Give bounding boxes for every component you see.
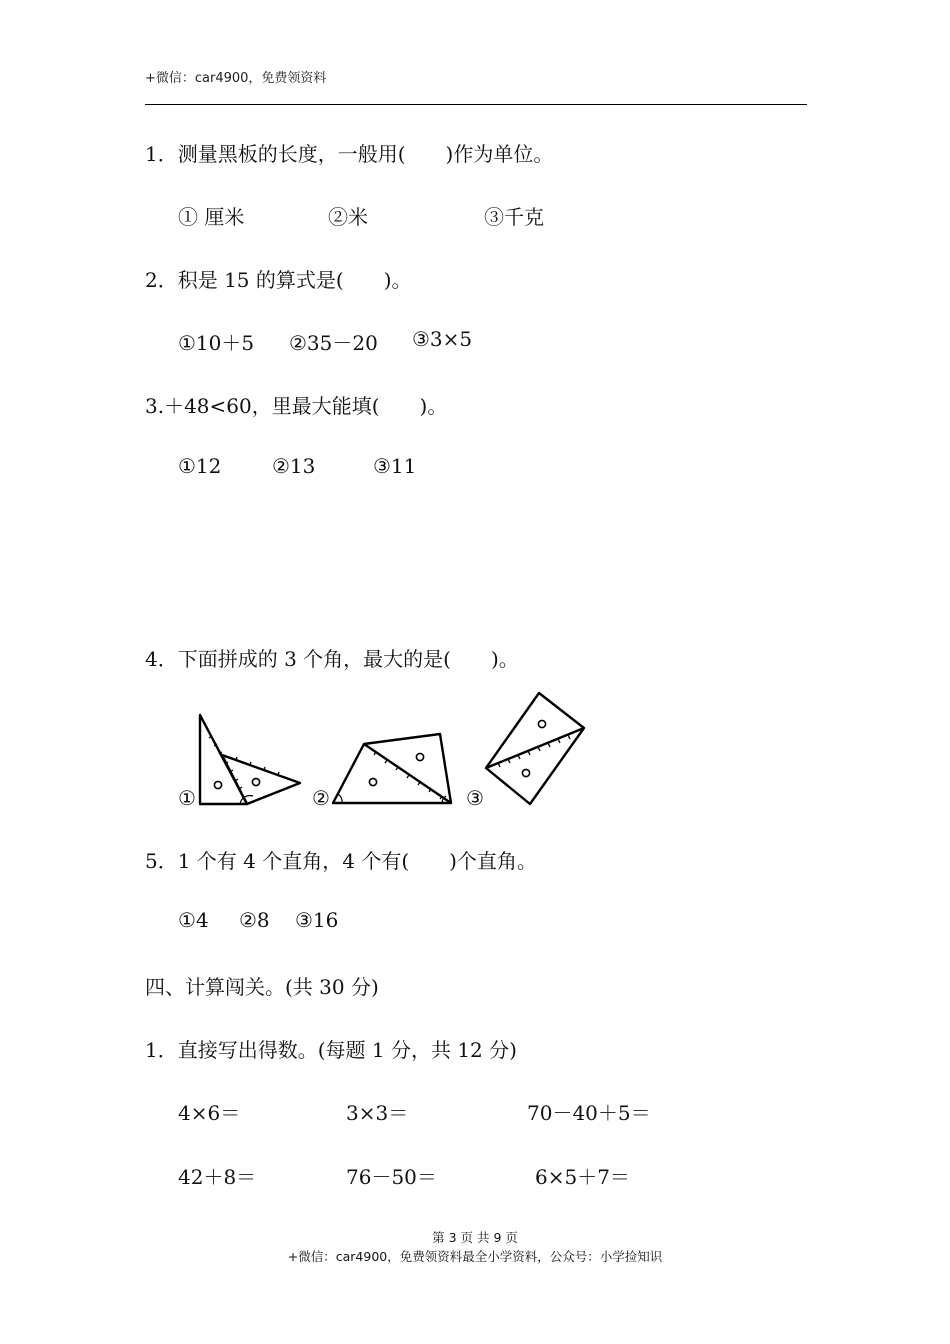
question-2: 2．积是 15 的算式是( )。 <box>145 268 412 292</box>
question-4: 4．下面拼成的 3 个角，最大的是( )。 <box>145 647 519 671</box>
angle-figure-3 <box>484 690 588 806</box>
q5-option-3: ③16 <box>295 908 339 932</box>
q2-option-3: ③3×5 <box>412 327 473 351</box>
q3-option-3: ③11 <box>373 454 417 478</box>
q1-option-2: ②米 <box>328 205 368 229</box>
section-4-subquestion-1: 1．直接写出得数。(每题 1 分，共 12 分) <box>145 1038 517 1062</box>
page-number: 第 3 页 共 9 页 <box>432 1230 518 1245</box>
calc-item: 42＋8＝ <box>178 1165 257 1189</box>
calc-item: 70－40＋5＝ <box>527 1101 651 1125</box>
header-rule <box>145 104 807 105</box>
angle-figure-2 <box>330 730 455 808</box>
figure-label-2: ② <box>312 786 330 810</box>
question-5: 5．1 个有 4 个直角，4 个有( )个直角。 <box>145 849 537 873</box>
calc-item: 76－50＝ <box>346 1165 437 1189</box>
q3-option-1: ①12 <box>178 454 222 478</box>
calc-item: 4×6＝ <box>178 1101 241 1125</box>
q2-option-1: ①10＋5 <box>178 331 255 355</box>
calc-item: 3×3＝ <box>346 1101 409 1125</box>
footer-watermark: +微信：car4900，免费领资料最全小学资料，公众号：小学捡知识 <box>287 1249 663 1264</box>
calc-item: 6×5＋7＝ <box>535 1165 630 1189</box>
q5-option-1: ①4 <box>178 908 209 932</box>
question-3: 3.＋48<60，里最大能填( )。 <box>145 394 448 418</box>
q1-option-3: ③千克 <box>484 205 544 229</box>
question-1: 1．测量黑板的长度，一般用( )作为单位。 <box>145 142 554 166</box>
section-4-title: 四、计算闯关。(共 30 分) <box>145 975 379 999</box>
q1-option-1: ① 厘米 <box>178 205 245 229</box>
q2-option-2: ②35－20 <box>289 331 378 355</box>
figure-label-1: ① <box>178 786 196 810</box>
q3-option-2: ②13 <box>272 454 316 478</box>
header-watermark: +微信：car4900，免费领资料 <box>145 71 327 86</box>
q5-option-2: ②8 <box>239 908 270 932</box>
figure-label-3: ③ <box>466 786 484 810</box>
angle-figure-1 <box>190 708 310 808</box>
